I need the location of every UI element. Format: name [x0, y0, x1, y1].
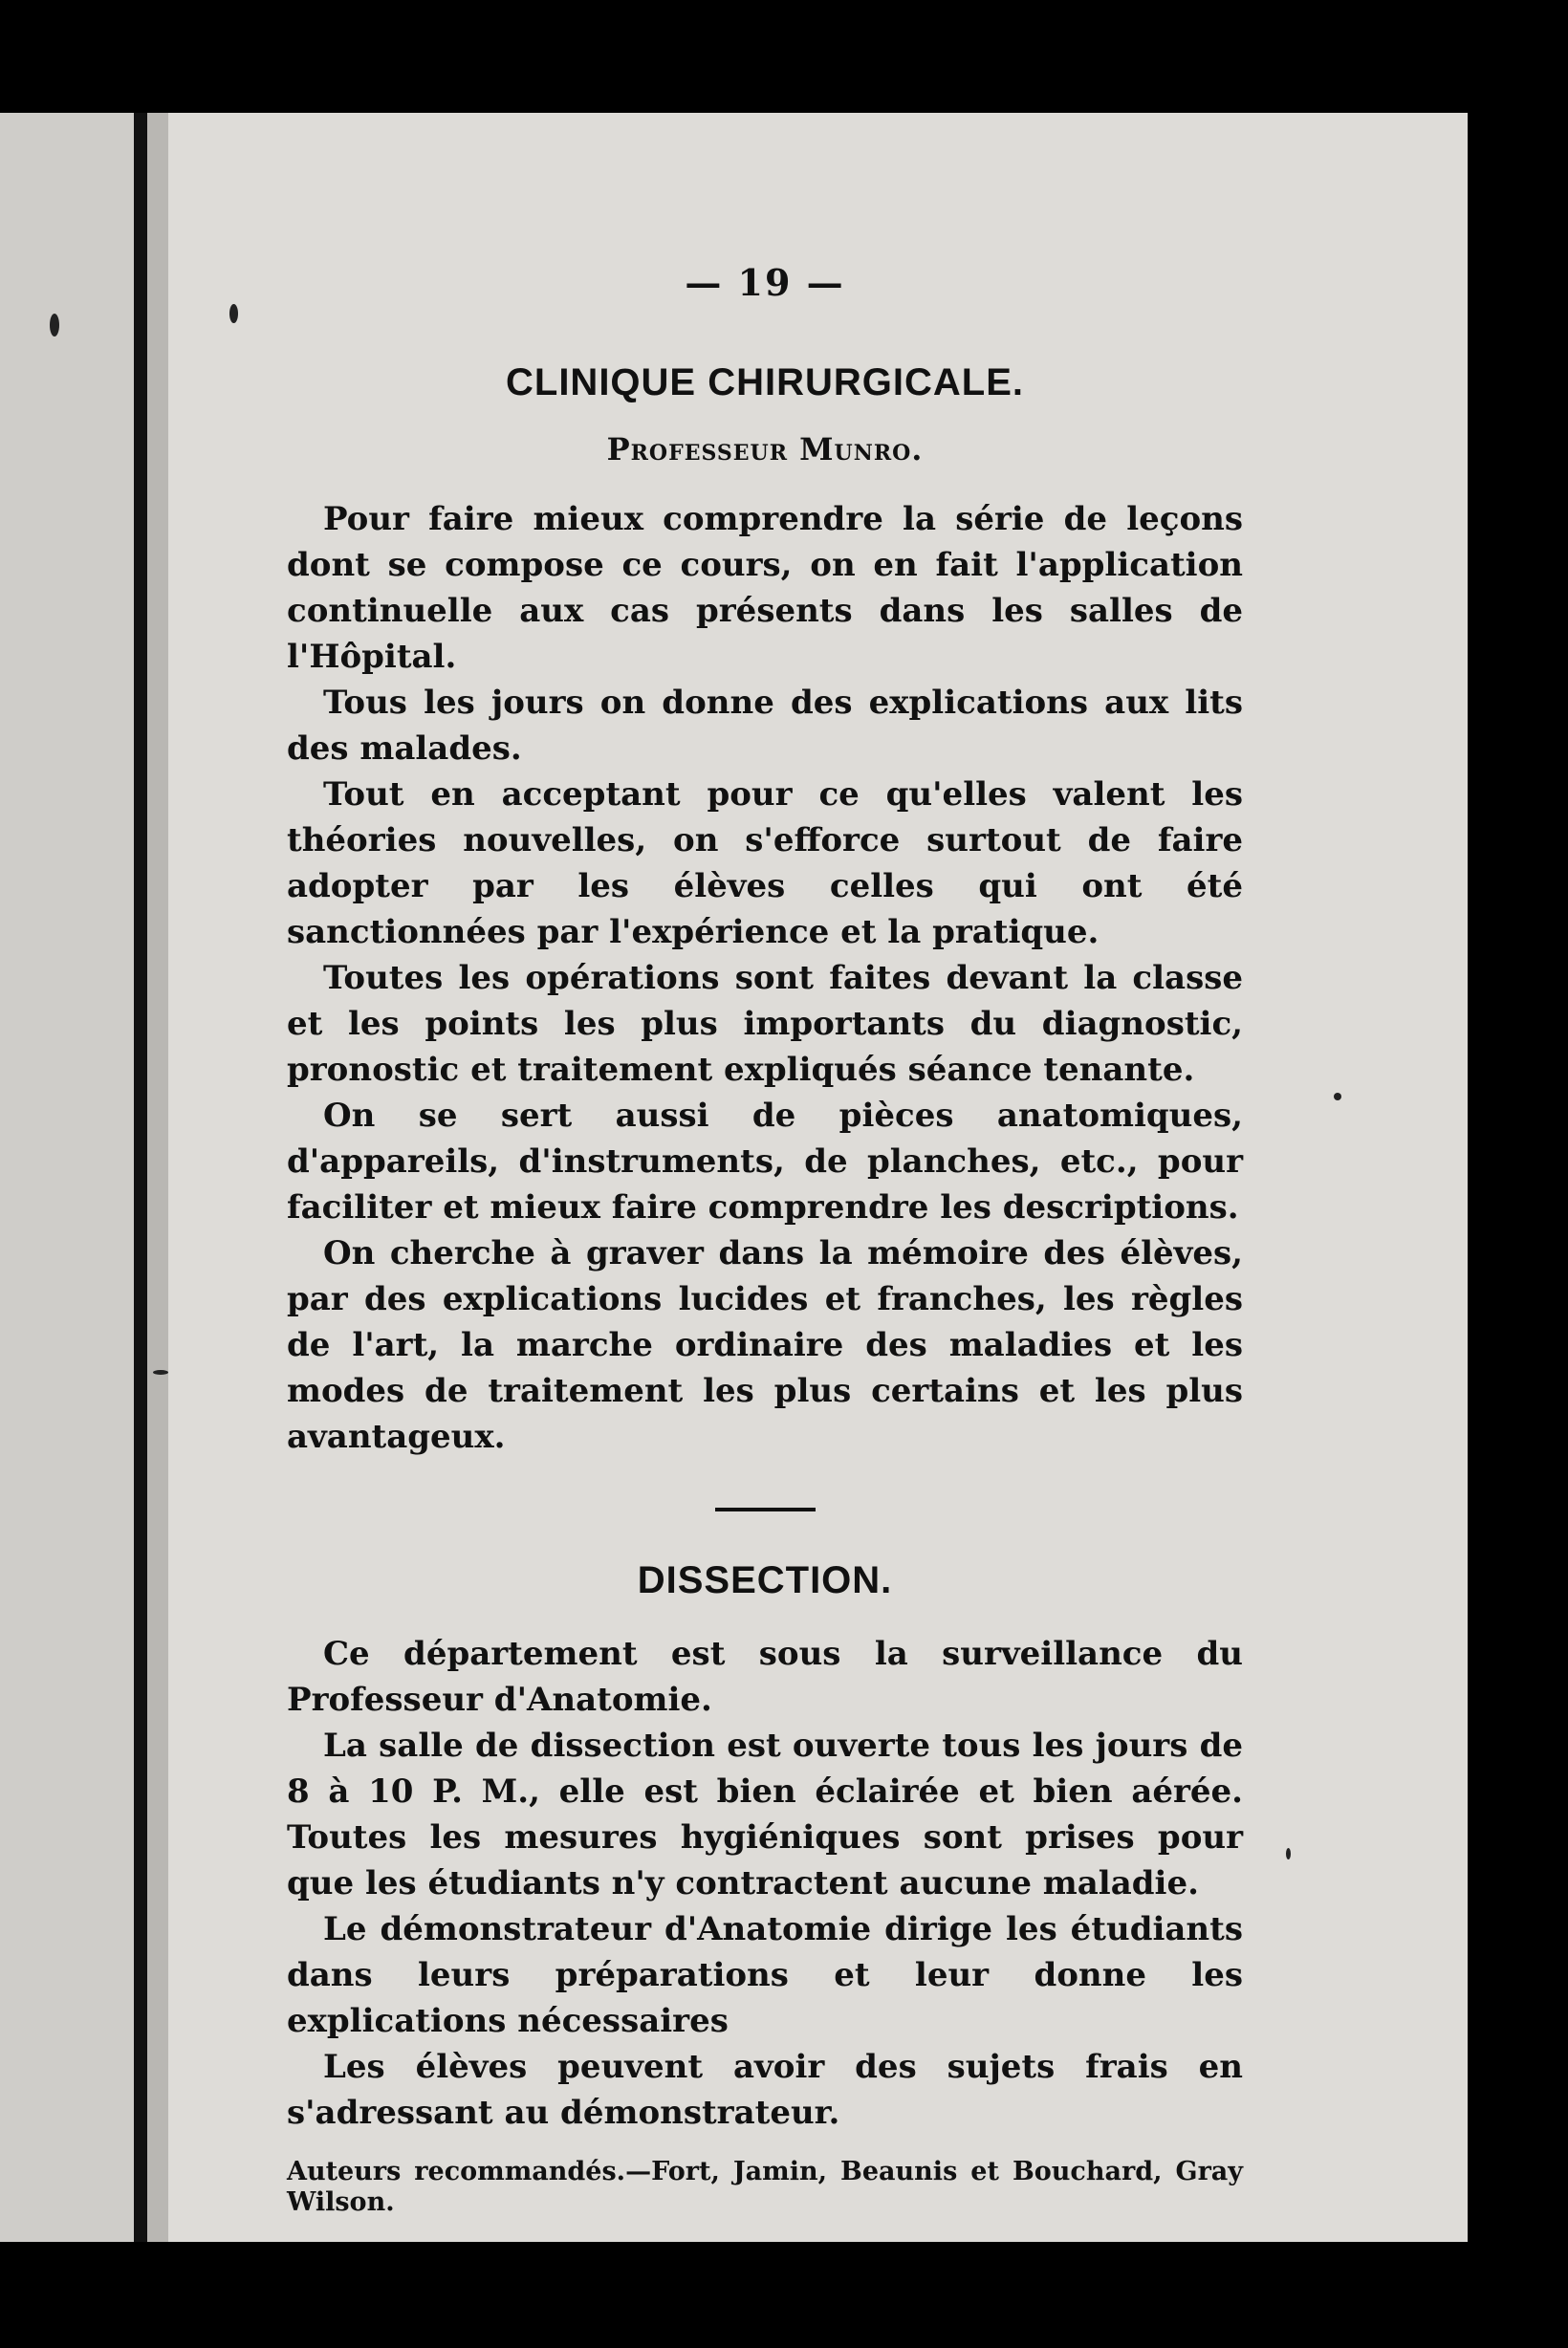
paragraph: Le démonstrateur d'Anatomie dirige les étudiants dans leurs préparations et leur donne les explications nécessaires — [287, 1910, 1243, 2040]
book-page — [0, 113, 1468, 2242]
ink-speck — [50, 314, 59, 337]
paragraph: Ce département est sous la surveillance du Professeur d'Anatomie. — [287, 1635, 1243, 1719]
binding-shadow — [147, 113, 168, 2242]
section-title-dissection: DISSECTION. — [637, 1559, 893, 1601]
paragraph: Les élèves peuvent avoir des sujets frais en s'adressant au démonstrateur. — [287, 2048, 1243, 2132]
paragraph: Tout en acceptant pour ce qu'elles valent les théories nouvelles, on s'efforce surtout de faire adopter par les élèves celles qui ont été sanctionnées par l'expérience et la pratique. — [287, 775, 1243, 951]
binding-fold — [134, 113, 147, 2242]
ink-speck — [1286, 1848, 1291, 1859]
page-content — [287, 261, 1243, 2242]
page-number: — 19 — — [685, 261, 845, 304]
paragraph: On cherche à graver dans la mémoire des élèves, par des explications lucides et franches, les règles de l'art, la marche ordinaire des maladies et les modes de traitement les plus certains et les plus avantageux. — [287, 1234, 1243, 1456]
paragraph: On se sert aussi de pièces anatomiques, d'appareils, d'instruments, de planches, etc., pour faciliter et mieux faire comprendre les descriptions. — [287, 1097, 1243, 1227]
ink-speck — [1334, 1093, 1341, 1100]
section-divider — [715, 1508, 816, 1511]
paragraph: La salle de dissection est ouverte tous les jours de 8 à 10 P. M., elle est bien éclairée et bien aérée. Toutes les mesures hygiéniques sont prises pour que les étudiants n'y contractent aucune maladie. — [287, 1727, 1243, 1902]
paragraph: Toutes les opérations sont faites devant la classe et les points les plus importants du diagnostic, pronostic et traitement expliqués séance tenante. — [287, 959, 1243, 1089]
ink-speck — [229, 304, 238, 323]
section-title-clinique: CLINIQUE CHIRURGICALE. — [506, 361, 1024, 403]
professor-name: Professeur Munro. — [606, 431, 924, 467]
paragraph: Tous les jours on donne des explications aux lits des malades. — [287, 684, 1243, 768]
ink-speck — [153, 1370, 168, 1375]
recommended-authors: Auteurs recommandés.—Fort, Jamin, Beaunis et Bouchard, Gray Wilson. — [287, 2157, 1243, 2217]
left-page-edge — [0, 113, 134, 2242]
paragraph: Pour faire mieux comprendre la série de leçons dont se compose ce cours, on en fait l'application continuelle aux cas présents dans les salles de l'Hôpital. — [287, 500, 1243, 676]
